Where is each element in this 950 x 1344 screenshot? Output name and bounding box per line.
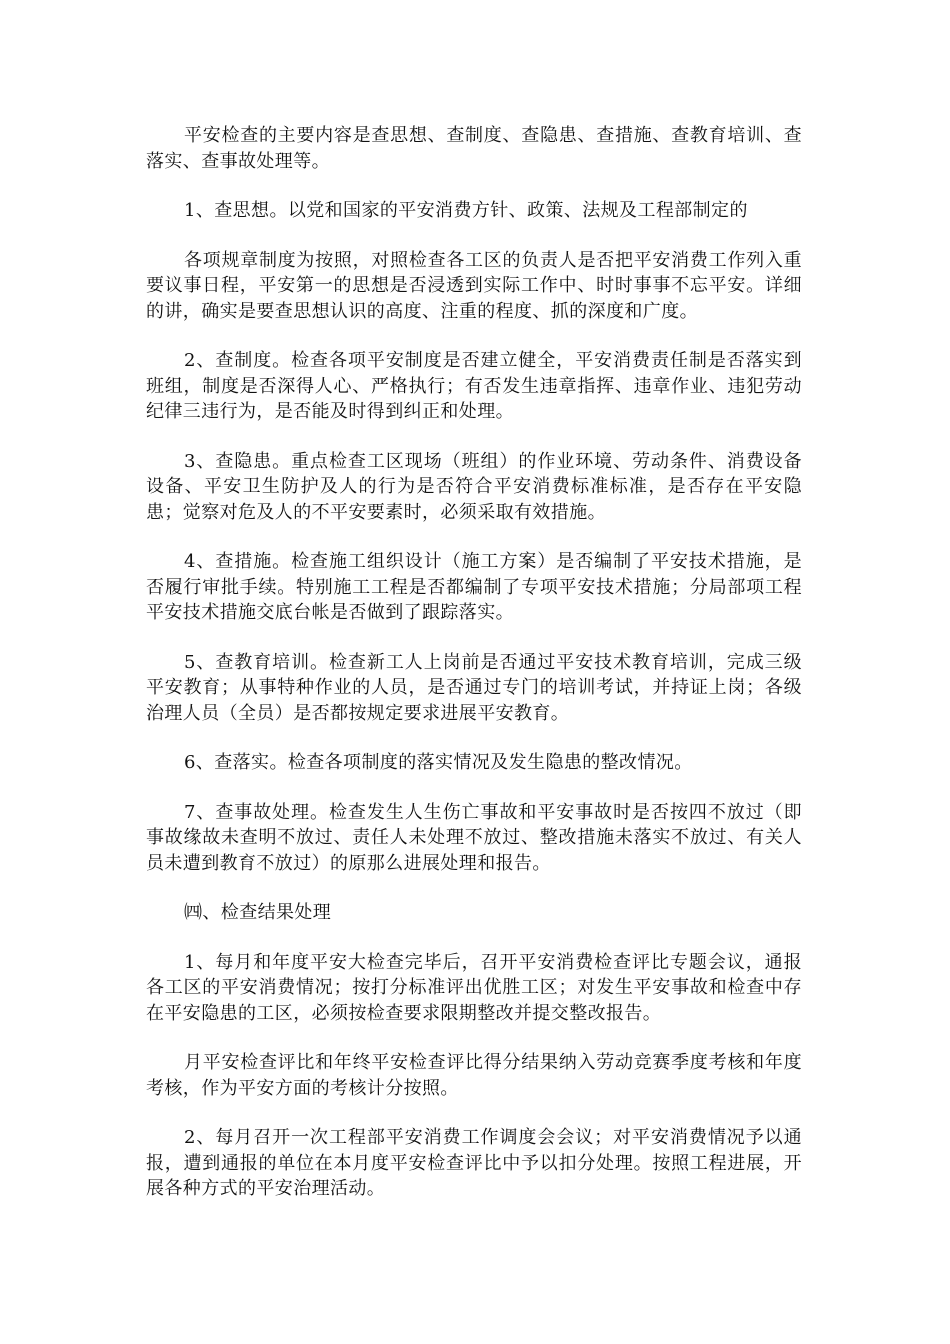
paragraph-item-1-body: 各项规章制度为按照，对照检查各工区的负责人是否把平安消费工作列入重要议事日程，平安第一的思想是否浸透到实际工作中、时时事事不忘平安。详细的讲，确实是要查思想认识的高度、注重的程度、抓的深度和广度。 [146, 249, 802, 322]
paragraph-item-4: 4、查措施。检查施工组织设计（施工方案）是否编制了平安技术措施，是否履行审批手续。特别施工工程是否都编制了专项平安技术措施；分局部项工程平安技术措施交底台帐是否做到了跟踪落实。 [146, 551, 802, 623]
paragraph-result-1: 1、每月和年度平安大检查完毕后，召开平安消费检查评比专题会议，通报各工区的平安消费情况；按打分标准评出优胜工区；对发生平安事故和检查中存在平安隐患的工区，必须按检查要求限期整改并提交整改报告。 [146, 951, 802, 1024]
paragraph-result-note: 月平安检查评比和年终平安检查评比得分结果纳入劳动竞赛季度考核和年度考核，作为平安方面的考核计分按照。 [146, 1052, 802, 1099]
paragraph-item-5: 5、查教育培训。检查新工人上岗前是否通过平安技术教育培训，完成三级平安教育；从事特种作业的人员，是否通过专门的培训考试，并持证上岗；各级治理人员（全员）是否都按规定要求进展平安教育。 [146, 651, 802, 724]
paragraph-result-2: 2、每月召开一次工程部平安消费工作调度会会议；对平安消费情况予以通报，遭到通报的单位在本月度平安检查评比中予以扣分处理。按照工程进展，开展各种方式的平安治理活动。 [146, 1127, 802, 1199]
paragraph-item-7: 7、查事故处理。检查发生人生伤亡事故和平安事故时是否按四不放过（即事故缘故未查明不放过、责任人未处理不放过、整改措施未落实不放过、有关人员未遭到教育不放过）的原那么进展处理和报告。 [146, 801, 802, 874]
document-body [146, 123, 802, 1226]
section-heading-results: ㈣、检查结果处理 [184, 902, 332, 923]
paragraph-intro: 平安检查的主要内容是查思想、查制度、查隐患、查措施、查教育培训、查落实、查事故处理等。 [146, 125, 802, 172]
paragraph-item-2: 2、查制度。检查各项平安制度是否建立健全，平安消费责任制是否落实到班组，制度是否深得人心、严格执行；有否发生违章指挥、违章作业、违犯劳动纪律三违行为，是否能及时得到纠正和处理。 [146, 350, 802, 422]
paragraph-item-6: 6、查落实。检查各项制度的落实情况及发生隐患的整改情况。 [184, 752, 693, 773]
paragraph-item-3: 3、查隐患。重点检查工区现场（班组）的作业环境、劳动条件、消费设备设备、平安卫生防护及人的行为是否符合平安消费标准标准，是否存在平安隐患；觉察对危及人的不平安要素时，必须采取有效措施。 [146, 450, 802, 523]
paragraph-item-1-heading: 1、查思想。以党和国家的平安消费方针、政策、法规及工程部制定的 [184, 200, 748, 221]
